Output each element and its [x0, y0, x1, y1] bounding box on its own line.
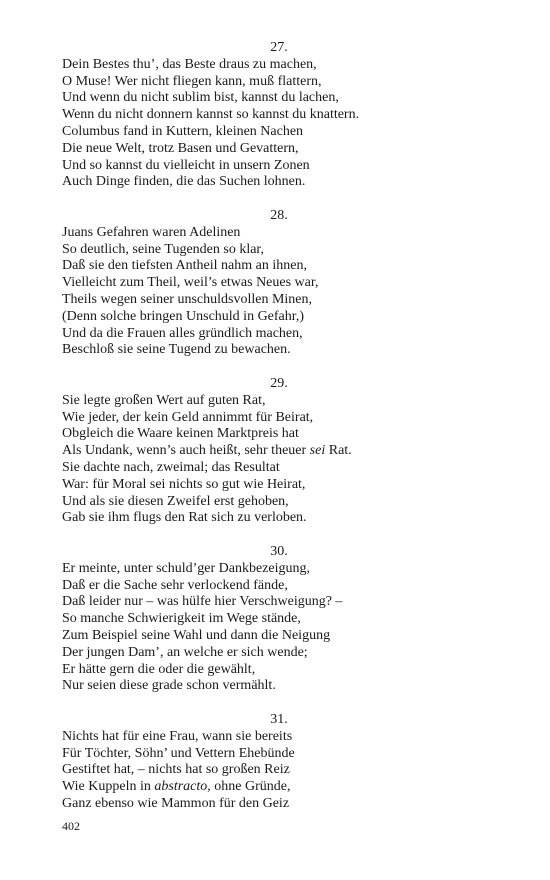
verse-line	[62, 309, 482, 326]
verse-text: Zum Beispiel seine Wahl und dann die Neigung	[62, 627, 331, 643]
verse-text: Dein Bestes thu’, das Beste draus zu machen,	[62, 56, 317, 72]
verse-text: Gestiftet hat, – nichts hat so großen Reiz	[62, 762, 290, 778]
verse-line	[62, 90, 482, 107]
italic-text: abstracto,	[154, 779, 211, 795]
verse-text: Und wenn du nicht sublim bist, kannst du lachen,	[62, 90, 339, 106]
page-number: 402	[62, 819, 80, 833]
verse-line	[62, 393, 482, 410]
verse-line	[62, 561, 482, 578]
verse-text: ohne Gründe,	[210, 779, 291, 795]
verse-line	[62, 292, 482, 309]
verse-line	[62, 779, 482, 796]
verse-line	[62, 74, 482, 91]
verse-text: Wie Kuppeln in	[62, 779, 155, 795]
verse-line	[62, 57, 482, 74]
verse-text: Theils wegen seiner unschuldsvollen Minen,	[62, 291, 313, 307]
verse-line	[62, 494, 482, 511]
verse-text: Sie dachte nach, zweimal; das Resultat	[62, 459, 280, 475]
verse-text: Wie jeder, der kein Geld annimmt für Beirat,	[62, 409, 314, 425]
verse-line	[62, 225, 482, 242]
verse-line	[62, 796, 482, 813]
verse-text: So manche Schwierigkeit im Wege stände,	[62, 611, 301, 627]
verse-text: Daß sie den tiefsten Antheil nahm an ihnen,	[62, 258, 307, 274]
stanza	[62, 544, 482, 695]
verse-text: O Muse! Wer nicht fliegen kann, muß flattern,	[62, 73, 322, 89]
verse-text: Die neue Welt, trotz Basen und Gevattern,	[62, 140, 299, 156]
verse-line	[62, 107, 482, 124]
verse-text: Juans Gefahren waren Adelinen	[62, 224, 241, 240]
stanza	[62, 376, 482, 527]
verse-text: Beschloß sie seine Tugend zu bewachen.	[62, 342, 291, 358]
verse-line	[62, 477, 482, 494]
verse-line	[62, 326, 482, 343]
verse-text: Und da die Frauen alles gründlich machen,	[62, 325, 303, 341]
stanza-number: 27.	[270, 40, 288, 55]
verse-text: Und so kannst du vielleicht in unsern Zonen	[62, 157, 310, 173]
verse-line	[62, 628, 482, 645]
italic-text: sei	[309, 443, 326, 459]
verse-line	[62, 410, 482, 427]
verse-text: Vielleicht zum Theil, weil’s etwas Neues war,	[62, 275, 319, 291]
verse-text: Und als sie diesen Zweifel erst gehoben,	[62, 493, 289, 509]
verse-line	[62, 443, 482, 460]
stanza	[62, 712, 482, 813]
stanza-number: 28.	[270, 208, 288, 223]
verse-line	[62, 258, 482, 275]
verse-line	[62, 460, 482, 477]
verse-text: Er meinte, unter schuld’ger Dankbezeigung,	[62, 560, 311, 576]
verse-line	[62, 275, 482, 292]
verse-text: Ganz ebenso wie Mammon für den Geiz	[62, 795, 290, 811]
verse-text: Daß leider nur – was hülfe hier Verschweigung? –	[62, 594, 343, 610]
verse-text: (Denn solche bringen Unschuld in Gefahr,)	[62, 308, 305, 324]
verse-line	[62, 729, 482, 746]
verse-line	[62, 762, 482, 779]
verse-text: Der jungen Dam’, an welche er sich wende;	[62, 644, 308, 660]
verse-text: Als Undank, wenn’s auch heißt, sehr theuer	[62, 443, 310, 459]
verse-line	[62, 578, 482, 595]
verse-text: Er hätte gern die oder die gewählt,	[62, 661, 256, 677]
verse-text: Nichts hat für eine Frau, wann sie bereits	[62, 728, 293, 744]
verse-line	[62, 141, 482, 158]
verse-line	[62, 746, 482, 763]
verse-line	[62, 510, 482, 527]
verse-text: Sie legte großen Wert auf guten Rat,	[62, 392, 266, 408]
verse-line	[62, 426, 482, 443]
verse-text: Für Töchter, Söhn’ und Vettern Ehebünde	[62, 745, 295, 761]
verse-text: So deutlich, seine Tugenden so klar,	[62, 241, 265, 257]
verse-text: Rat.	[325, 443, 352, 459]
verse-text: Wenn du nicht donnern kannst so kannst du knattern.	[62, 107, 360, 123]
verse-text: Nur seien diese grade schon vermählt.	[62, 678, 276, 694]
verse-line	[62, 645, 482, 662]
verse-text: Daß er die Sache sehr verlockend fände,	[62, 577, 288, 593]
verse-text: Obgleich die Waare keinen Marktpreis hat	[62, 426, 299, 442]
verse-text: War: für Moral sei nichts so gut wie Heirat,	[62, 476, 306, 492]
stanza	[62, 40, 482, 191]
verse-line	[62, 342, 482, 359]
verse-line	[62, 174, 482, 191]
verse-line	[62, 611, 482, 628]
verse-text: Gab sie ihm flugs den Rat sich zu verloben.	[62, 510, 307, 526]
verse-line	[62, 594, 482, 611]
verse-line	[62, 124, 482, 141]
verse-text: Columbus fand in Kuttern, kleinen Nachen	[62, 123, 304, 139]
verse-line	[62, 678, 482, 695]
stanza-number: 31.	[270, 712, 288, 727]
stanza	[62, 208, 482, 359]
stanza-number: 29.	[270, 376, 288, 391]
verse-line	[62, 662, 482, 679]
verse-text: Auch Dinge finden, die das Suchen lohnen.	[62, 174, 306, 190]
verse-line	[62, 158, 482, 175]
verse-line	[62, 242, 482, 259]
stanza-number: 30.	[270, 544, 288, 559]
